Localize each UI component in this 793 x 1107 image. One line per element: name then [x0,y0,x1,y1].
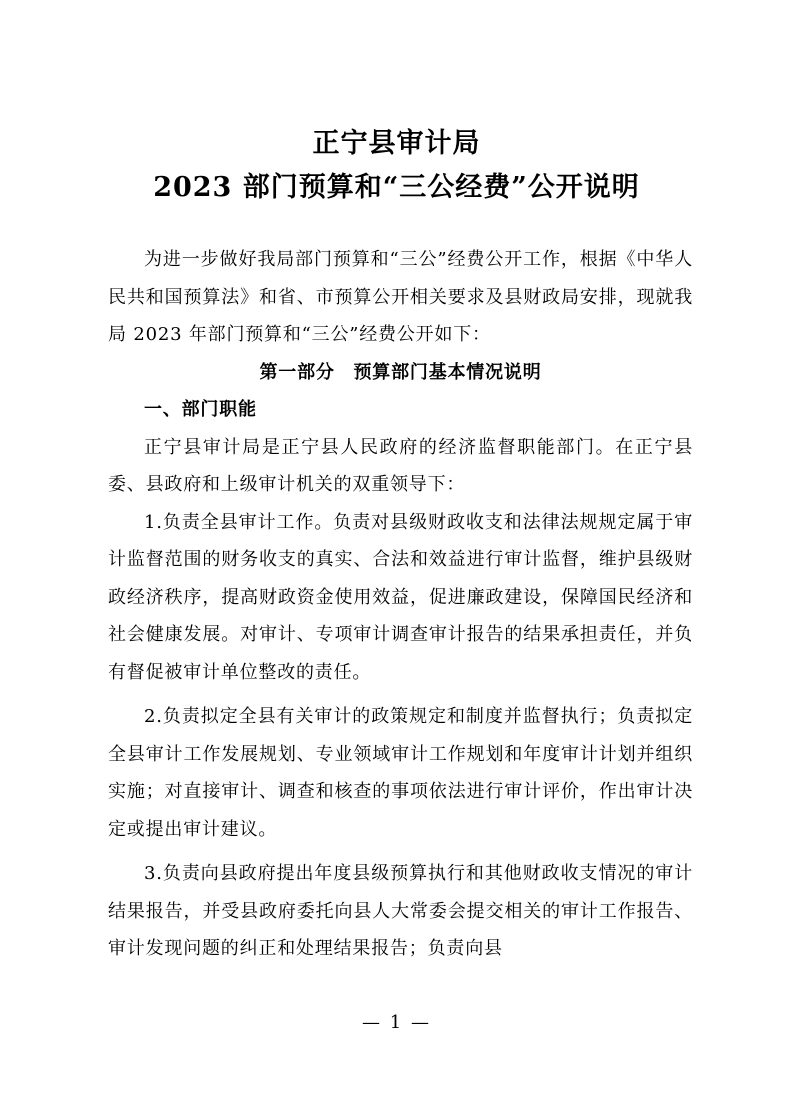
page-number: — 1 — [362,1012,431,1033]
duty-item-3: 3.负责向县政府提出年度县级预算执行和其他财政收支情况的审计结果报告，并受县政府委托向县人大常委会提交相关的审计工作报告、审计发现问题的纠正和处理结果报告；负责向县 [108,863,693,959]
title-line-1: 正宁县审计局 [312,128,481,159]
section-heading: 一、部门职能 [144,399,257,420]
duty-item-2: 2.负责拟定全县有关审计的政策规定和制度并监督执行；负责拟定全县审计工作发展规划、专业领域审计工作规划和年度审计计划并组织实施；对直接审计、调查和核查的事项依法进行审计评价，作出审计决定或提出审计建议。 [108,706,693,840]
part-heading: 第一部分 预算部门基本情况说明 [259,361,542,383]
section-intro-paragraph: 正宁县审计局是正宁县人民政府的经济监督职能部门。在正宁县委、县政府和上级审计机关的双重领导下： [108,436,693,495]
duty-item-1: 1.负责全县审计工作。负责对县级财政收支和法律法规规定属于审计监督范围的财务收支的真实、合法和效益进行审计监督，维护县级财政经济秩序，提高财政资金使用效益，促进廉政建设，保障国民经济和社会健康发展。对审计、专项审计调查审计报告的结果承担责任，并负有督促被审计单位整改的责任。 [108,511,693,683]
title-line-2: 2023 部门预算和“三公经费”公开说明 [153,172,640,203]
document-body [108,241,693,968]
intro-paragraph: 为进一步做好我局部门预算和“三公”经费公开工作，根据《中华人民共和国预算法》和省、市预算公开相关要求及县财政局安排，现就我局 2023 年部门预算和“三公”经费公开如下： [108,249,693,345]
document-title [0,122,793,210]
